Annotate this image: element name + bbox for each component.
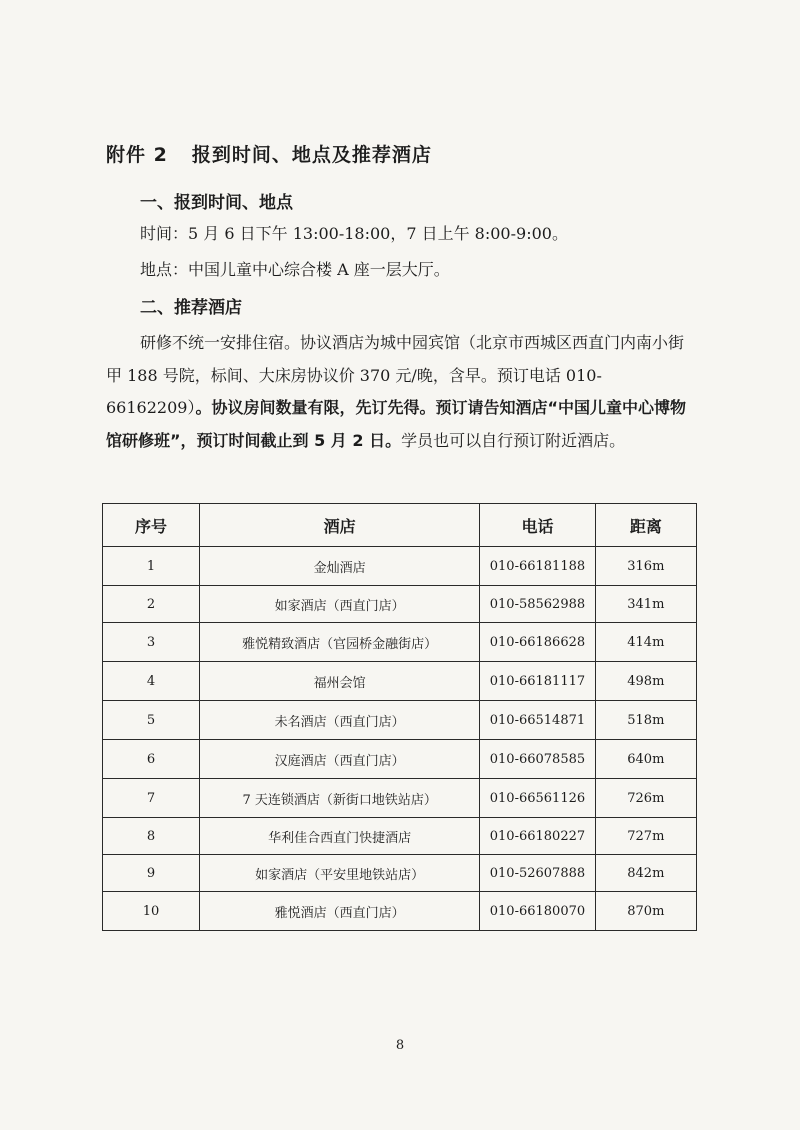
attachment-label: 附件 2 (106, 144, 168, 166)
cell-hotel: 雅悦酒店（西直门店） (200, 892, 480, 931)
cell-hotel: 未名酒店（西直门店） (200, 701, 480, 740)
paragraph-text-normal: 研修不统一安排住宿。协议酒店为城中园宾馆（北京市西城区西直门内南小街甲 188 号院，标间、大床房协议价 370 元/晚，含早。预订电话 010-66162209） (106, 333, 685, 417)
cell-tel: 010-66180227 (480, 818, 595, 855)
page-title (106, 140, 432, 167)
cell-no: 8 (103, 818, 200, 855)
cell-tel: 010-66186628 (480, 623, 595, 662)
cell-tel: 010-66514871 (480, 701, 595, 740)
header-tel: 电话 (480, 504, 595, 547)
cell-dist: 316m (595, 547, 696, 586)
header-hotel: 酒店 (200, 504, 480, 547)
table-row (103, 662, 697, 701)
cell-dist: 727m (595, 818, 696, 855)
cell-no: 7 (103, 779, 200, 818)
cell-hotel: 如家酒店（平安里地铁站店） (200, 855, 480, 892)
cell-no: 6 (103, 740, 200, 779)
cell-no: 3 (103, 623, 200, 662)
table-row (103, 547, 697, 586)
page-number: 8 (395, 1038, 405, 1053)
header-dist: 距离 (595, 504, 696, 547)
cell-tel: 010-66180070 (480, 892, 595, 931)
cell-dist: 870m (595, 892, 696, 931)
table-row (103, 586, 697, 623)
cell-tel: 010-66561126 (480, 779, 595, 818)
cell-dist: 518m (595, 701, 696, 740)
cell-dist: 498m (595, 662, 696, 701)
cell-tel: 010-58562988 (480, 586, 595, 623)
cell-no: 9 (103, 855, 200, 892)
registration-place: 地点：中国儿童中心综合楼 A 座一层大厅。 (140, 260, 450, 279)
cell-hotel: 福州会馆 (200, 662, 480, 701)
paragraph-text-bold: 。协议房间数量有限，先订先得。预订请告知酒店“中国儿童中心博物馆研修班”，预订时间截止到 5 月 2 日。 (106, 398, 686, 450)
title-text: 报到时间、地点及推荐酒店 (191, 144, 432, 166)
cell-tel: 010-66078585 (480, 740, 595, 779)
cell-dist: 842m (595, 855, 696, 892)
cell-hotel: 如家酒店（西直门店） (200, 586, 480, 623)
table-row (103, 779, 697, 818)
cell-no: 10 (103, 892, 200, 931)
cell-hotel: 雅悦精致酒店（官园桥金融街店） (200, 623, 480, 662)
paragraph-text-tail: 学员也可以自行预订附近酒店。 (401, 430, 626, 450)
table-row (103, 892, 697, 931)
cell-dist: 726m (595, 779, 696, 818)
cell-tel: 010-66181117 (480, 662, 595, 701)
cell-dist: 414m (595, 623, 696, 662)
cell-no: 2 (103, 586, 200, 623)
registration-time: 时间：5 月 6 日下午 13:00-18:00，7 日上午 8:00-9:00。 (140, 224, 568, 243)
table-row (103, 740, 697, 779)
cell-no: 4 (103, 662, 200, 701)
hotel-table (102, 503, 697, 931)
cell-hotel: 汉庭酒店（西直门店） (200, 740, 480, 779)
table-row (103, 623, 697, 662)
cell-no: 5 (103, 701, 200, 740)
table-row (103, 818, 697, 855)
cell-dist: 341m (595, 586, 696, 623)
header-no: 序号 (103, 504, 200, 547)
table-row (103, 701, 697, 740)
cell-dist: 640m (595, 740, 696, 779)
table-header-row (103, 504, 697, 547)
section-heading-registration: 一、报到时间、地点 (140, 193, 293, 213)
cell-tel: 010-66181188 (480, 547, 595, 586)
cell-hotel: 7 天连锁酒店（新街口地铁站店） (200, 779, 480, 818)
table-row (103, 855, 697, 892)
cell-no: 1 (103, 547, 200, 586)
cell-hotel: 华利佳合西直门快捷酒店 (200, 818, 480, 855)
cell-hotel: 金灿酒店 (200, 547, 480, 586)
cell-tel: 010-52607888 (480, 855, 595, 892)
section-heading-hotels: 二、推荐酒店 (140, 298, 242, 318)
hotel-paragraph (106, 327, 698, 457)
